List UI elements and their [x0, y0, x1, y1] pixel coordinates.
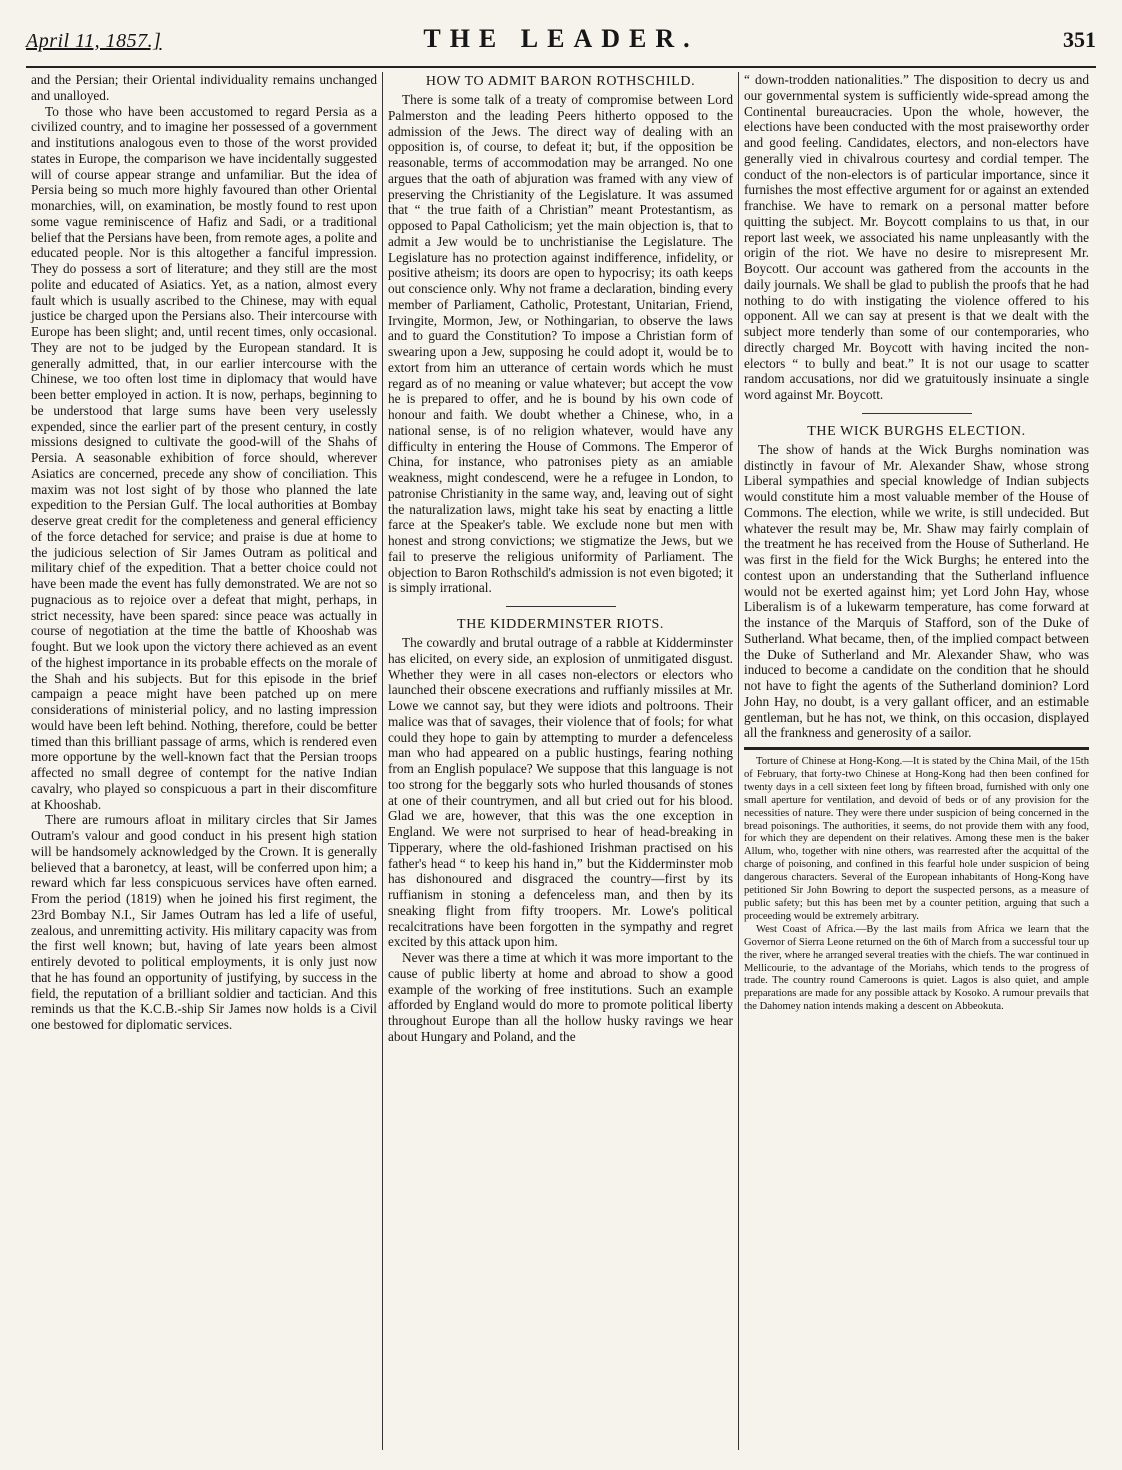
column-3 [738, 72, 1094, 1450]
article-separator [506, 606, 616, 607]
columns [26, 72, 1096, 1450]
note-hong-kong: Torture of Chinese at Hong-Kong.—It is stated by the China Mail, of the 15th of February, that forty-two Chinese at Hong-Kong had then been confined for twenty days in a cell sixteen feet long by fifteen broad, furnished with only one small aperture for ventilation, and devoid of beds or of any provision for the necessities of nature. They were there under suspicion of being concerned in the bread poisonings. The authorities, it seems, do not provide them with any food, for which they are dependent on their relatives. Among these men is the baker Allum, who, together with nine others, was rearrested after the acquittal of the charge of poisoning, and confined in this fearful hole under suspicion of being dangerous characters. Several of the European inhabitants of Hong-Kong have petitioned Sir John Bowring to deport the suspected persons, as a measure of public safety; but this has been met by a counter petition, arguing that such a proceeding would be extremely arbitrary. [744, 756, 1089, 922]
rothschild-article: There is some talk of a treaty of compromise between Lord Palmerston and the leading Peers hitherto opposed to the admission of the Jews. The direct way of dealing with an opposition is, of course, to defeat it; but, if the opposition be reasonable, terms of accommodation may be arranged. No one argues that the oath of abjuration was framed with any view of preserving the Christianity of the Legislature. It was assumed that “ the true faith of a Christian” meant Protestantism, as opposed to Papal Catholicism; yet the main objection is, that to admit a Jew would be to unchristianise the Legislature. The Legislature has no protection against indifference, infidelity, or positive atheism; its doors are open to hypocrisy; its oath keeps out conscience only. Why not frame a declaration, binding every member of Parliament, Catholic, Protestant, Unitarian, Friend, Irvingite, Mormon, Jew, or Nothingarian, to observe the laws and to guard the Constitution? To impose a Christian form of swearing upon a Jew, supposing he could adopt it, would be to extort from him an utterance of certain words which he must regard as of no meaning or value whatever; but accept the vow he is prepared to offer, and he is bound by his own code of honour and faith. We doubt whether a Chinese, who, in a national sense, is of no religion whatever, would have any difficulty in entering the House of Commons. The Emperor of China, for instance, who patronises piety as an amiable weakness, might condescend, were he a refugee in London, to patronise Christianity in the same way, and, leaving out of sight the naturalization laws, might take his seat by enacting a little farce at the Speaker's table. We exclude none but men with honest and strong convictions; we stigmatize the Jews, but we fail to preserve the religious uniformity of Parliament. The objection to Baron Rothschild's admission is not even bigoted; it is simply irrational. [388, 92, 733, 596]
persia-article-continued: and the Persian; their Oriental individuality remains unchanged and unalloyed. [31, 72, 377, 103]
page-number: 351 [1063, 27, 1096, 52]
newspaper-title: THE LEADER. [423, 24, 699, 53]
kidderminster-article: The cowardly and brutal outrage of a rabble at Kidderminster has elicited, on every side, an explosion of unmitigated disgust. Whether they were in all cases non-electors or electors who launched their obscene execrations and ruffianly missiles at Mr. Lowe we cannot say, but they were idiots and poltroons. Their malice was that of savages, their violence that of fools; for what could they hope to gain by attempting to murder a defenceless man who had appeared on a public hustings, fearing nothing from an English populace? We suppose that this language is not too strong for the beggarly sots who hurled thousands of stones at one of their countrymen, and all but cried out for his blood. Glad we are, however, that this was the one exception in England. We were not surprised to hear of head-breaking in Tipperary, where the old-fashioned Irishman practised on his father's head “ to keep his hand in,” but the Kidderminster mob has dishonoured and disgraced the country—first by its ruffianism in stoning a defenceless man, and then by its sneaking flight from fifty troopers. Mr. Lowe's political recalcitrations have been forgotten in the sympathy and regret excited by this attack upon him. [388, 635, 733, 950]
note-west-africa: West Coast of Africa.—By the last mails from Africa we learn that the Governor of Sierra Leone returned on the 6th of March from a successful tour up the river, where he arranged several treaties with the chiefs. The war continued in Mellicourie, to the advantage of the Moriahs, which tends to the progress of trade. The country round Cameroons is quiet. Lagos is also quiet, and ample preparations are made for any possible attack by Kosoko. A rumour prevails that the Dahomey nation intends making a descent on Abbeokuta. [744, 923, 1089, 1013]
column-2 [382, 72, 738, 1450]
kidderminster-article-end: “ down-trodden nationalities.” The disposition to decry us and our governmental system is sufficiently wide-spread among the Continental bureaucracies. Upon the whole, however, the elections have been conducted with the most praiseworthy order and good feeling. Candidates, electors, and non-electors have generally vied in chivalrous courtesy and cordial temper. The conduct of the non-electors is of particular importance, since it furnishes the most effective argument for or against an extended franchise. We have to remark on a personal matter before quitting the subject. Mr. Boycott complains to us that, in our report last week, we associated his name unpleasantly with the origin of the riot. We have no desire to misrepresent Mr. Boycott. Our account was gathered from the accounts in the daily journals. We shall be glad to publish the proofs that he had nothing to do with instigating the violence offered to his opponent. All we can say at present is that we dealt with the subject more tenderly than some of our contemporaries, who directly charged Mr. Boycott with having incited the non-electors “ to bully and beat.” It is not our usage to scatter random accusations, nor did we gratuitously insinuate a single word against Mr. Boycott. [744, 72, 1089, 402]
column-1 [26, 72, 382, 1450]
issue-date: April 11, 1857.] [26, 30, 162, 52]
news-notes [744, 756, 1089, 1014]
article-separator [862, 413, 972, 414]
wick-burghs-heading: THE WICK BURGHS ELECTION. [807, 423, 1026, 439]
kidderminster-heading: THE KIDDERMINSTER RIOTS. [457, 617, 664, 632]
masthead-rule [26, 66, 1096, 68]
wick-burghs-article: The show of hands at the Wick Burghs nomination was distinctly in favour of Mr. Alexander Shaw, whose strong Liberal sympathies and special knowledge of Indian subjects would constitute him a most valuable member of the House of Commons. The election, while we write, is still undecided. But whatever the result may be, Mr. Shaw may fairly complain of the treatment he has received from the House of Sutherland. He was first in the field for the Wick Burghs; he entered into the contest upon an understanding that the Sutherland influence would not be exerted against him; yet Lord John Hay, whose Liberalism is of a lukewarm temperature, has come forward at the instance of the Marquis of Stafford, son of the Duke of Sutherland. What became, then, of the implied compact between the Duke of Sutherland and Mr. Alexander Shaw, who was induced to become a candidate on the condition that he should not have to fight the agents of the Sutherland dominion? Lord John Hay, no doubt, is a very gallant officer, and an estimable gentleman, but he has not, we think, on this occasion, displayed all the frankness and generosity of a sailor. [744, 441, 1089, 741]
rothschild-heading: HOW TO ADMIT BARON ROTHSCHILD. [425, 74, 696, 89]
masthead [26, 24, 1096, 64]
kidderminster-article-continued: Never was there a time at which it was more important to the cause of public liberty at home and abroad to show a good example of the working of free institutions. Such an example afforded by England would do more to promote political liberty throughout Europe than all the hollow husky ravings we hear about Hungary and Poland, and the [388, 950, 733, 1044]
persia-article-paragraph: To those who have been accustomed to regard Persia as a civilized country, and to imagine her possessed of a government and institutions analogous even to those of the worst provided states in Europe, the comparison we have incidentally suggested will of course appear strange and unfamiliar. But the idea of Persia being so much more highly favoured than other Oriental monarchies, will, on examination, be mostly found to rest upon some vague reminiscence of Hafiz and Sadi, or a traditional belief that the Persians have been, from remote ages, a polite and educated people. Nor is this altogether a fanciful impression. They do possess a sort of literature; and they still are the most polite and educated of Asiatics. Yet, as a nation, almost every fault which is usually ascribed to the Chinese, may with equal justice be charged upon the Persians also. Their intercourse with Europe has been slight; and, until recent times, only occasional. They are not to be judged by the European standard. It is generally admitted, that, in our earlier intercourse with the Chinese, we too often lost time in diplomacy that would have been better employed in action. It is now, perhaps, beginning to be understood that large sums have been very uselessly expended, since the earlier part of the present century, in costly missions designed to cultivate the good-will of the Shahs of Persia. A seasonable exhibition of force should, wherever Asiatics are concerned, precede any show of conciliation. This maxim was not lost sight of by those who planned the late expedition to the Persian Gulf. The local authorities at Bombay deserve great credit for the completeness and general efficiency of the force detached for service; and praise is due at home to the judicious selection of Sir James Outram as political and military chief of the expedition. That a better choice could not have been made the event has fully demonstrated. We are not so pugnacious as to rejoice over a defeat that might, perhaps, in strict necessity, have been spared: since peace was actually in course of negotiation at the time the battle of Khooshab was fought. But we look upon the victory there achieved as an event of the highest importance in its probable effects on the morale of the Shah and his subjects. But for this episode in the brief campaign a peace might have been patched up on mere considerations of ministerial policy, and no lasting impression would have been left behind. Nothing, therefore, could be better timed than this brilliant passage of arms, which is rendered even more opportune by the well-known fact that the Persian troops affected no small degree of contempt for the native Indian cavalry, who played so conspicuous a part in their discomfiture at Khooshab. [31, 103, 377, 812]
outram-paragraph: There are rumours afloat in military circles that Sir James Outram's valour and good conduct in his present high station will be handsomely acknowledged by the Crown. It is generally believed that a baronetcy, at least, will be conferred upon him; a reward which far less conspicuous services have often earned. From the period (1819) when he joined his first regiment, the 23rd Bombay N.I., Sir James Outram has led a life of useful, zealous, and unremitting activity. His military capacity was from the first well known; but, having of late years been almost entirely devoted to political employments, it is only just now that he has found an opportunity of justifying, by success in the field, the reputation of a brilliant soldier and tactician. And this reminds us that the K.C.B.-ship Sir James now holds is a Civil one bestowed for diplomatic services. [31, 812, 377, 1032]
notes-rule [744, 747, 1089, 750]
